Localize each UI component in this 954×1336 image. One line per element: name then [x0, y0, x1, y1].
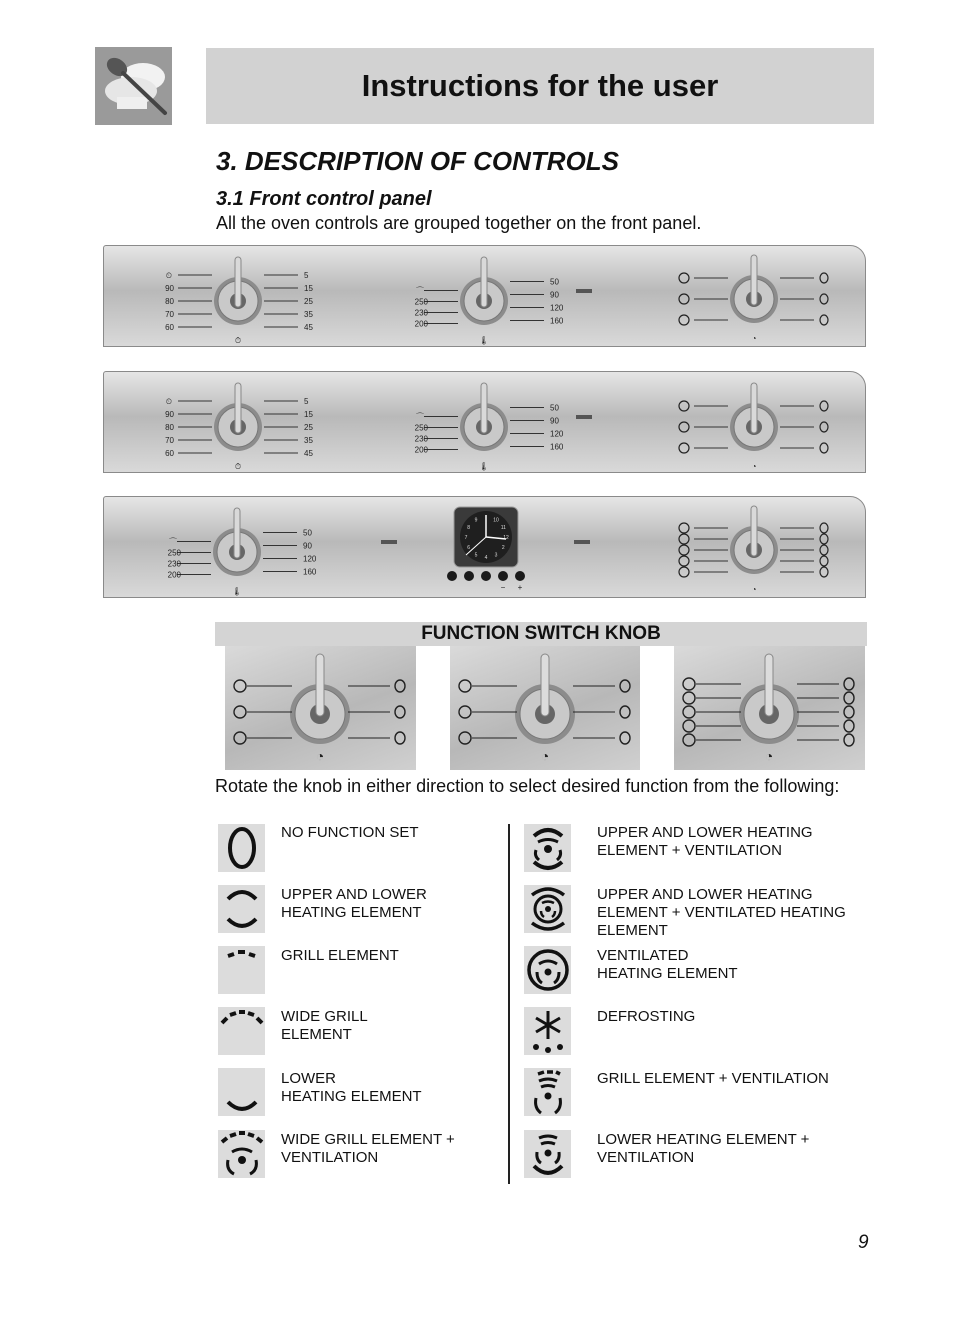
clock-number: 11 [500, 525, 506, 531]
clock-button [481, 571, 491, 581]
clock-button [515, 571, 525, 581]
function-symbol-icon [679, 273, 689, 283]
temperature-value: 230 [414, 434, 428, 444]
temperature-value: 120 [550, 303, 564, 313]
function-symbol-icon [234, 680, 246, 692]
function-knob-handle [541, 654, 549, 716]
temperature-value: 250 [414, 297, 428, 307]
function-symbol-icon [683, 734, 695, 746]
temperature-value: 250 [414, 423, 428, 433]
function-symbol-icon [679, 567, 689, 577]
timer-icon: ⏲ [165, 397, 172, 406]
timer-scale-value: 35 [304, 310, 313, 319]
function-symbol-icon [395, 732, 405, 744]
function-knob-handle [316, 654, 324, 716]
function-symbol-icon [683, 706, 695, 718]
function-symbol-icon [844, 692, 854, 704]
function-knob-handle [751, 255, 757, 305]
timer-scale-value: 25 [304, 423, 313, 432]
clock-number: 3 [494, 552, 498, 559]
function-symbol-icon [679, 294, 689, 304]
function-label: LOWER HEATING ELEMENT + VENTILATION [597, 1131, 810, 1166]
plus-button-label: + [517, 583, 523, 592]
temperature-value: 50 [550, 403, 559, 413]
function-symbol-icon [679, 422, 689, 432]
chef-hat-spoon-icon [95, 47, 172, 125]
control-panel-2 [103, 371, 866, 473]
grill-element-icon [218, 946, 265, 994]
timer-scale-value: 60 [165, 323, 174, 332]
lower-heating-icon [218, 1068, 265, 1116]
clock-number: 5 [474, 552, 478, 559]
upper-lower-ventilation-icon [524, 824, 571, 872]
temperature-value: 90 [303, 541, 312, 551]
timer-scale-value: 70 [165, 310, 174, 319]
clock-number: 4 [484, 555, 488, 561]
upper-lower-ventilated-heating-icon [524, 885, 571, 933]
function-symbol-icon [820, 401, 828, 411]
clock-button [498, 571, 508, 581]
timer-scale-value: 35 [304, 436, 313, 445]
temperature-value: 200 [167, 570, 181, 580]
indicator-light [576, 415, 592, 419]
function-label: GRILL ELEMENT [281, 947, 399, 964]
function-symbol-icon [679, 545, 689, 555]
function-symbol-icon [620, 732, 630, 744]
function-symbol-icon [620, 706, 630, 718]
section-title: 3. DESCRIPTION OF CONTROLS [216, 146, 620, 176]
timer-scale-value: 5 [304, 271, 309, 280]
intro-text: All the oven controls are grouped together on the front panel. [216, 213, 702, 233]
function-symbol-icon [844, 678, 854, 690]
function-marker-icon: ◔ [764, 748, 774, 764]
function-symbol-icon [820, 294, 828, 304]
panel-2-graphic [104, 372, 867, 474]
function-symbol-icon [679, 401, 689, 411]
thermostat-knob-handle [481, 257, 487, 307]
clock-number: 2 [501, 545, 505, 551]
function-symbol-icon [820, 534, 828, 544]
function-knob-variant-2 [450, 646, 640, 770]
column-divider [508, 824, 510, 1184]
function-knob-handle [751, 383, 757, 433]
function-symbol-icon [820, 443, 828, 453]
subsection-title: 3.1 Front control panel [216, 188, 432, 210]
function-switch-header [215, 622, 867, 646]
function-label: NO FUNCTION SET [281, 824, 419, 841]
temperature-value: 120 [550, 429, 564, 439]
timer-scale-value: 90 [165, 284, 174, 293]
function-knob-variant-1 [225, 646, 416, 770]
clock-number: 10 [493, 517, 499, 524]
temperature-value: 50 [550, 277, 559, 287]
clock-number: 6 [467, 545, 471, 551]
timer-scale-value: 60 [165, 449, 174, 458]
function-symbol-icon [820, 545, 828, 555]
lower-heating-ventilation-icon [524, 1130, 571, 1178]
function-marker-icon: ◔ [751, 334, 757, 343]
function-knob-handle [751, 506, 757, 556]
function-symbol-icon [395, 680, 405, 692]
function-symbol-icon [395, 706, 405, 718]
thermometer-icon: 🌡 [231, 587, 243, 596]
function-label: GRILL ELEMENT + VENTILATION [597, 1070, 829, 1087]
function-symbol-icon [234, 706, 246, 718]
thermometer-icon: 🌡 [478, 336, 490, 345]
panel-1-graphic [104, 246, 867, 348]
function-marker-icon: ◔ [751, 585, 757, 594]
function-label: WIDE GRILL ELEMENT + VENTILATION [281, 1131, 455, 1166]
function-knob-variant-3 [674, 646, 865, 770]
thermostat-knob-handle [481, 383, 487, 433]
clock-number: 12 [503, 535, 509, 541]
clock-button [464, 571, 474, 581]
temperature-value: 160 [550, 316, 564, 326]
function-label: WIDE GRILL ELEMENT [281, 1008, 368, 1043]
control-panel-3 [103, 496, 866, 598]
function-symbol-icon [820, 422, 828, 432]
function-label: VENTILATED HEATING ELEMENT [597, 947, 738, 982]
clock-icon: ⏱ [234, 462, 242, 471]
timer-scale-value: 45 [304, 449, 313, 458]
timer-scale-value: 15 [304, 284, 313, 293]
indicator-light [574, 540, 590, 544]
function-label: LOWER HEATING ELEMENT [281, 1070, 422, 1105]
clock-number: 8 [467, 525, 471, 531]
panel-3-graphic [104, 497, 867, 599]
upper-lower-heating-icon [218, 885, 265, 933]
timer-scale-value: 15 [304, 410, 313, 419]
timer-icon: ⏲ [165, 271, 172, 280]
page-title: Instructions for the user [361, 68, 719, 103]
function-symbol-icon [820, 273, 828, 283]
function-knob-handle [765, 654, 773, 716]
minus-button-label: − [500, 583, 506, 592]
function-symbol-icon [820, 523, 828, 533]
clock-icon: ⏱ [234, 336, 242, 345]
temperature-value: 50 [303, 528, 312, 538]
function-symbol-icon [844, 734, 854, 746]
temperature-value: 230 [167, 559, 181, 569]
function-symbol-icon [844, 720, 854, 732]
clock-number: 9 [474, 517, 478, 524]
clock-button [447, 571, 457, 581]
temperature-value: 230 [414, 308, 428, 318]
function-marker-icon: ◔ [540, 748, 550, 764]
temperature-value: 90 [550, 290, 559, 300]
grill-icon: ⌒ [416, 286, 424, 296]
function-symbol-icon [679, 443, 689, 453]
indicator-light [381, 540, 397, 544]
grill-ventilation-icon [524, 1068, 571, 1116]
function-knob-2-graphic [450, 646, 640, 770]
wide-grill-ventilation-icon [218, 1130, 265, 1178]
function-symbol-icon [820, 556, 828, 566]
ventilated-heating-icon [524, 946, 571, 994]
function-symbol-icon [234, 732, 246, 744]
timer-knob-handle [235, 257, 241, 307]
timer-scale-value: 5 [304, 397, 309, 406]
function-symbol-icon [459, 706, 471, 718]
function-symbol-icon [459, 680, 471, 692]
timer-scale-value: 80 [165, 297, 174, 306]
function-knob-3-graphic [674, 646, 865, 770]
defrosting-icon [524, 1007, 571, 1055]
function-marker-icon: ◔ [751, 462, 757, 471]
no-function-icon [218, 824, 265, 872]
function-label: UPPER AND LOWER HEATING ELEMENT + VENTILATION [597, 824, 813, 859]
function-symbol-icon [679, 523, 689, 533]
function-symbol-icon [820, 315, 828, 325]
header-bar [206, 48, 874, 124]
function-symbol-icon [679, 556, 689, 566]
function-symbol-icon [820, 567, 828, 577]
wide-grill-icon [218, 1007, 265, 1055]
function-symbol-icon [683, 678, 695, 690]
temperature-value: 200 [414, 445, 428, 455]
timer-scale-value: 45 [304, 323, 313, 332]
grill-icon: ⌒ [169, 537, 177, 547]
function-symbol-icon [679, 315, 689, 325]
control-panel-1 [103, 245, 866, 347]
grill-icon: ⌒ [416, 412, 424, 422]
function-symbol-icon [683, 692, 695, 704]
temperature-value: 160 [550, 442, 564, 452]
function-symbol-icon [620, 680, 630, 692]
timer-scale-value: 90 [165, 410, 174, 419]
timer-scale-value: 70 [165, 436, 174, 445]
page-number: 9 [858, 1232, 869, 1253]
function-label: DEFROSTING [597, 1008, 696, 1025]
function-knob-1-graphic [225, 646, 416, 770]
rotate-instruction: Rotate the knob in either direction to select desired function from the following: [215, 776, 840, 796]
function-symbol-icon [844, 706, 854, 718]
function-label: UPPER AND LOWER HEATING ELEMENT + VENTILATED HEATING ELEMENT [597, 886, 846, 939]
timer-knob-handle [235, 383, 241, 433]
indicator-light [576, 289, 592, 293]
function-label: UPPER AND LOWER HEATING ELEMENT [281, 886, 427, 921]
timer-scale-value: 80 [165, 423, 174, 432]
function-switch-title: FUNCTION SWITCH KNOB [421, 623, 661, 644]
temperature-value: 90 [550, 416, 559, 426]
function-symbol-icon [459, 732, 471, 744]
temperature-value: 120 [303, 554, 317, 564]
thermometer-icon: 🌡 [478, 462, 490, 471]
temperature-value: 160 [303, 567, 317, 577]
temperature-value: 250 [167, 548, 181, 558]
thermostat-knob-handle [234, 508, 240, 558]
function-marker-icon: ◔ [315, 748, 325, 764]
clock-number: 7 [464, 535, 468, 541]
function-symbol-icon [683, 720, 695, 732]
timer-scale-value: 25 [304, 297, 313, 306]
function-symbol-icon [679, 534, 689, 544]
temperature-value: 200 [414, 319, 428, 329]
